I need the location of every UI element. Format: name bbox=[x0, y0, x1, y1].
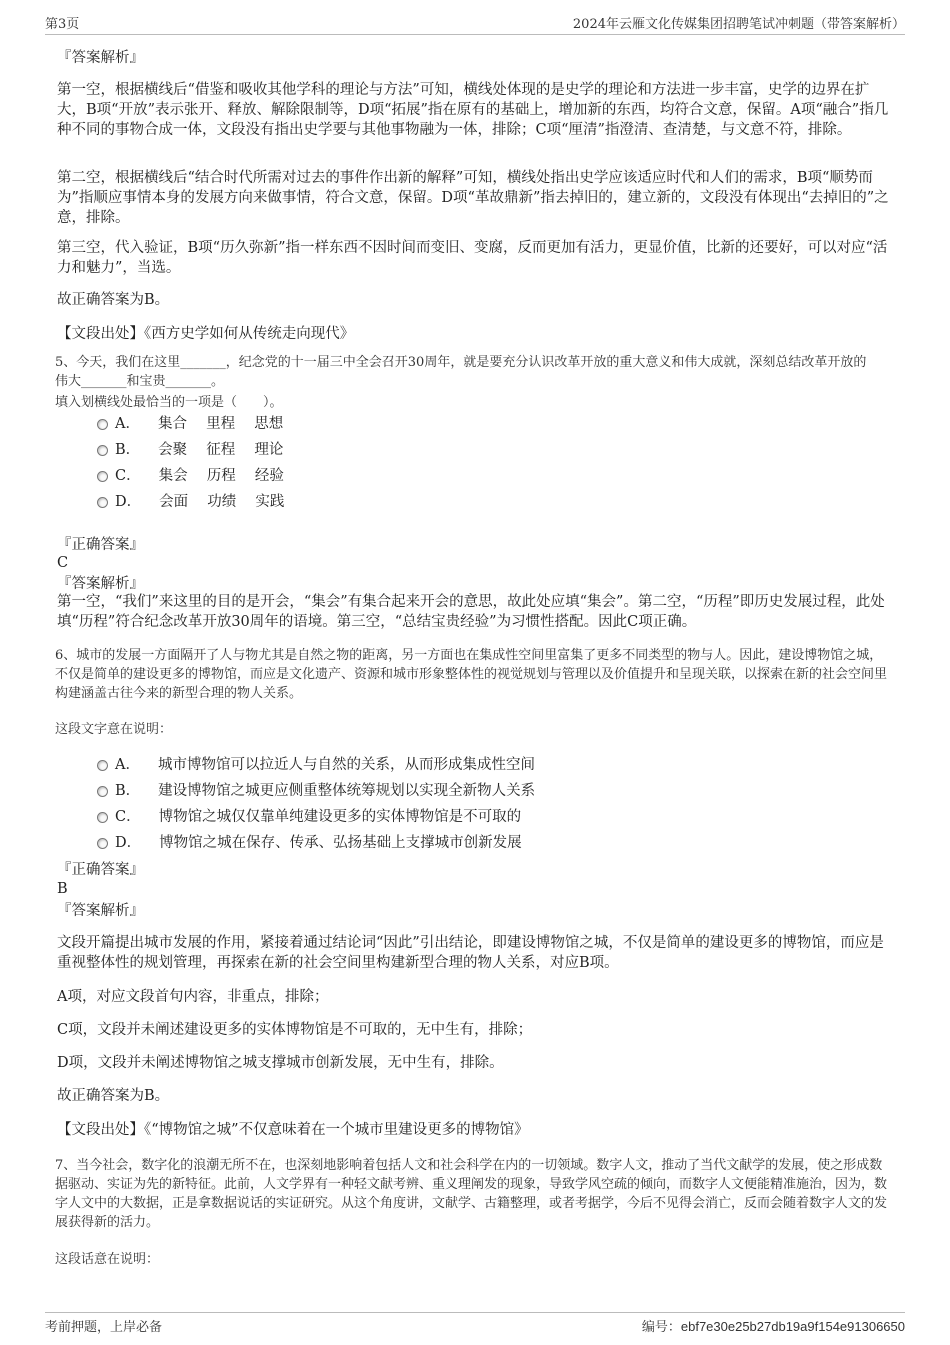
option-text: 会聚 征程 理论 bbox=[158, 442, 284, 458]
q6-option-c[interactable] bbox=[97, 807, 617, 827]
document-title: 2024年云雁文化传媒集团招聘笔试冲刺题（带答案解析） bbox=[572, 17, 905, 32]
q4-conclusion: 故正确答案为B。 bbox=[57, 292, 170, 308]
q5-stem-line1: 5、今天，我们在这里_______，纪念党的十一届三中全会召开30周年，就是要充分认识改革开放的重大意义和伟大成就，深刻总结改革开放的 bbox=[55, 355, 867, 370]
option-letter: A． bbox=[115, 416, 140, 432]
radio-button[interactable] bbox=[97, 838, 108, 849]
q6-analysis-para1: 文段开篇提出城市发展的作用，紧接着通过结论词“因此”引出结论，即建设博物馆之城，不仅是简单的建设更多的博物馆，而应是重视整体性的规划管理，再探索在新的社会空间里构建新型合理的物人关系，对应B项。 bbox=[57, 935, 884, 971]
q6-stem: 6、城市的发展一方面隔开了人与物尤其是自然之物的距离，另一方面也在集成性空间里富集了更多不同类型的物与人。因此，建设博物馆之城，不仅是简单的建设更多的博物馆，而应是文化遗产、资源和城市形象整体性的视觉规划与管理以及价值提升和呈现关联，以探索在新的社会空间里构建涵盖古往今来的新型合理的物人关系。 bbox=[55, 648, 888, 701]
option-letter: A． bbox=[115, 757, 140, 773]
q6-analysis-label: 『答案解析』 bbox=[57, 903, 144, 919]
radio-button[interactable] bbox=[97, 419, 108, 430]
footer-slogan: 考前押题，上岸必备 bbox=[45, 1320, 163, 1335]
q5-option-c[interactable] bbox=[97, 466, 397, 486]
radio-button[interactable] bbox=[97, 497, 108, 508]
q6-prompt: 这段文字意在说明： bbox=[55, 722, 173, 737]
q6-conclusion: 故正确答案为B。 bbox=[57, 1088, 170, 1104]
q6-correct-label: 『正确答案』 bbox=[57, 862, 144, 878]
q5-option-b[interactable] bbox=[97, 440, 397, 460]
q6-source: 【文段出处】《“博物馆之城”不仅意味着在一个城市里建设更多的博物馆》 bbox=[57, 1122, 529, 1138]
q5-option-a[interactable] bbox=[97, 414, 397, 434]
q5-prompt: 填入划横线处最恰当的一项是（ ）。 bbox=[55, 395, 283, 410]
option-letter: D． bbox=[115, 835, 142, 851]
q5-option-d[interactable] bbox=[97, 492, 397, 512]
option-text: 会面 功绩 实践 bbox=[159, 494, 285, 510]
page-footer bbox=[45, 1312, 905, 1337]
q5-analysis: 第一空，“我们”来这里的目的是开会，“集会”有集合起来开会的意思，故此处应填“集会”。第二空，“历程”即历史发展过程，此处填“历程”符合纪念改革开放30周年的语境。第三空，“总结宝贵经验”为习惯性搭配。因此C项正确。 bbox=[57, 594, 885, 630]
q6-option-d[interactable] bbox=[97, 833, 617, 853]
option-letter: B． bbox=[115, 783, 141, 799]
option-text: 城市博物馆可以拉近人与自然的关系，从而形成集成性空间 bbox=[157, 757, 535, 773]
radio-button[interactable] bbox=[97, 812, 108, 823]
option-text: 集合 里程 思想 bbox=[157, 416, 284, 432]
option-text: 博物馆之城仅仅靠单纯建设更多的实体博物馆是不可取的 bbox=[158, 809, 522, 825]
option-text: 建设博物馆之城更应侧重整体统筹规划以实现全新物人关系 bbox=[158, 783, 536, 799]
option-text: 博物馆之城在保存、传承、弘扬基础上支撑城市创新发展 bbox=[159, 835, 522, 851]
q6-analysis-option-d: D项，文段并未阐述博物馆之城支撑城市创新发展，无中生有，排除。 bbox=[57, 1055, 504, 1071]
q4-analysis-para2: 第二空，根据横线后“结合时代所需对过去的事件作出新的解释”可知，横线处指出史学应该适应时代和人们的需求，B项“顺势而为”指顺应事情本身的发展方向来做事情，符合文意，保留。D项“革故鼎新”指去掉旧的，建立新的，文段没有体现出“去掉旧的”之意，排除。 bbox=[57, 170, 889, 226]
radio-button[interactable] bbox=[97, 471, 108, 482]
radio-button[interactable] bbox=[97, 760, 108, 771]
q4-analysis-label: 『答案解析』 bbox=[57, 50, 144, 66]
page-header bbox=[45, 10, 905, 35]
option-letter: C． bbox=[115, 468, 141, 484]
code-label: 编号： bbox=[641, 1320, 681, 1335]
option-letter: D． bbox=[115, 494, 142, 510]
option-letter: B． bbox=[115, 442, 141, 458]
q5-analysis-label: 『答案解析』 bbox=[57, 576, 144, 592]
q6-option-b[interactable] bbox=[97, 781, 617, 801]
q7-stem: 7、当今社会，数字化的浪潮无所不在，也深刻地影响着包括人文和社会科学在内的一切领域。数字人文，推动了当代文献学的发展，使之形成数据驱动、实证为先的新特征。此前，人文学界有一种轻文献考辨、重义理阐发的现象，导致学风空疏的倾向，而数字人文便能精准施治，因为，数字人文中的大数据，正是拿数据说话的实证研究。从这个角度讲，文献学、古籍整理，或者考据学，今后不见得会消亡，反而会随着数字人文的发展获得新的活力。 bbox=[55, 1158, 888, 1230]
q5-correct-answer: C bbox=[57, 555, 69, 571]
q6-option-a[interactable] bbox=[97, 755, 617, 775]
radio-button[interactable] bbox=[97, 445, 108, 456]
q6-correct-answer: B bbox=[57, 881, 68, 897]
q5-correct-label: 『正确答案』 bbox=[57, 537, 144, 553]
q4-analysis-para1: 第一空，根据横线后“借鉴和吸收其他学科的理论与方法”可知，横线处体现的是史学的理论和方法进一步丰富，史学的边界在扩大，B项“开放”表示张开、释放、解除限制等，D项“拓展”指在原有的基础上，增加新的东西，均符合文意，保留。A项“融合”指几种不同的事物合成一体，文段没有指出史学要与其他事物融为一体，排除；C项“厘清”指澄清、查清楚，与文意不符，排除。 bbox=[57, 82, 889, 138]
radio-button[interactable] bbox=[97, 786, 108, 797]
q5-stem-line2: 伟大_______和宝贵_______。 bbox=[55, 374, 225, 389]
option-text: 集会 历程 经验 bbox=[158, 468, 284, 484]
option-letter: C． bbox=[115, 809, 141, 825]
page-number: 第3页 bbox=[45, 17, 80, 32]
footer-code bbox=[642, 1316, 905, 1335]
q6-analysis-option-c: C项，文段并未阐述建设更多的实体博物馆是不可取的，无中生有，排除； bbox=[57, 1022, 533, 1038]
q4-analysis-para3: 第三空，代入验证，B项“历久弥新”指一样东西不因时间而变旧、变腐，反而更加有活力，更显价值，比新的还要好，可以对应“活力和魅力”，当选。 bbox=[57, 240, 888, 276]
q4-source: 【文段出处】《西方史学如何从传统走向现代》 bbox=[57, 326, 355, 342]
q7-prompt: 这段话意在说明： bbox=[55, 1252, 160, 1267]
code-value: ebf7e30e25b27db19a9f154e91306650 bbox=[680, 1319, 905, 1334]
q6-analysis-option-a: A项，对应文段首句内容，非重点，排除； bbox=[57, 989, 329, 1005]
